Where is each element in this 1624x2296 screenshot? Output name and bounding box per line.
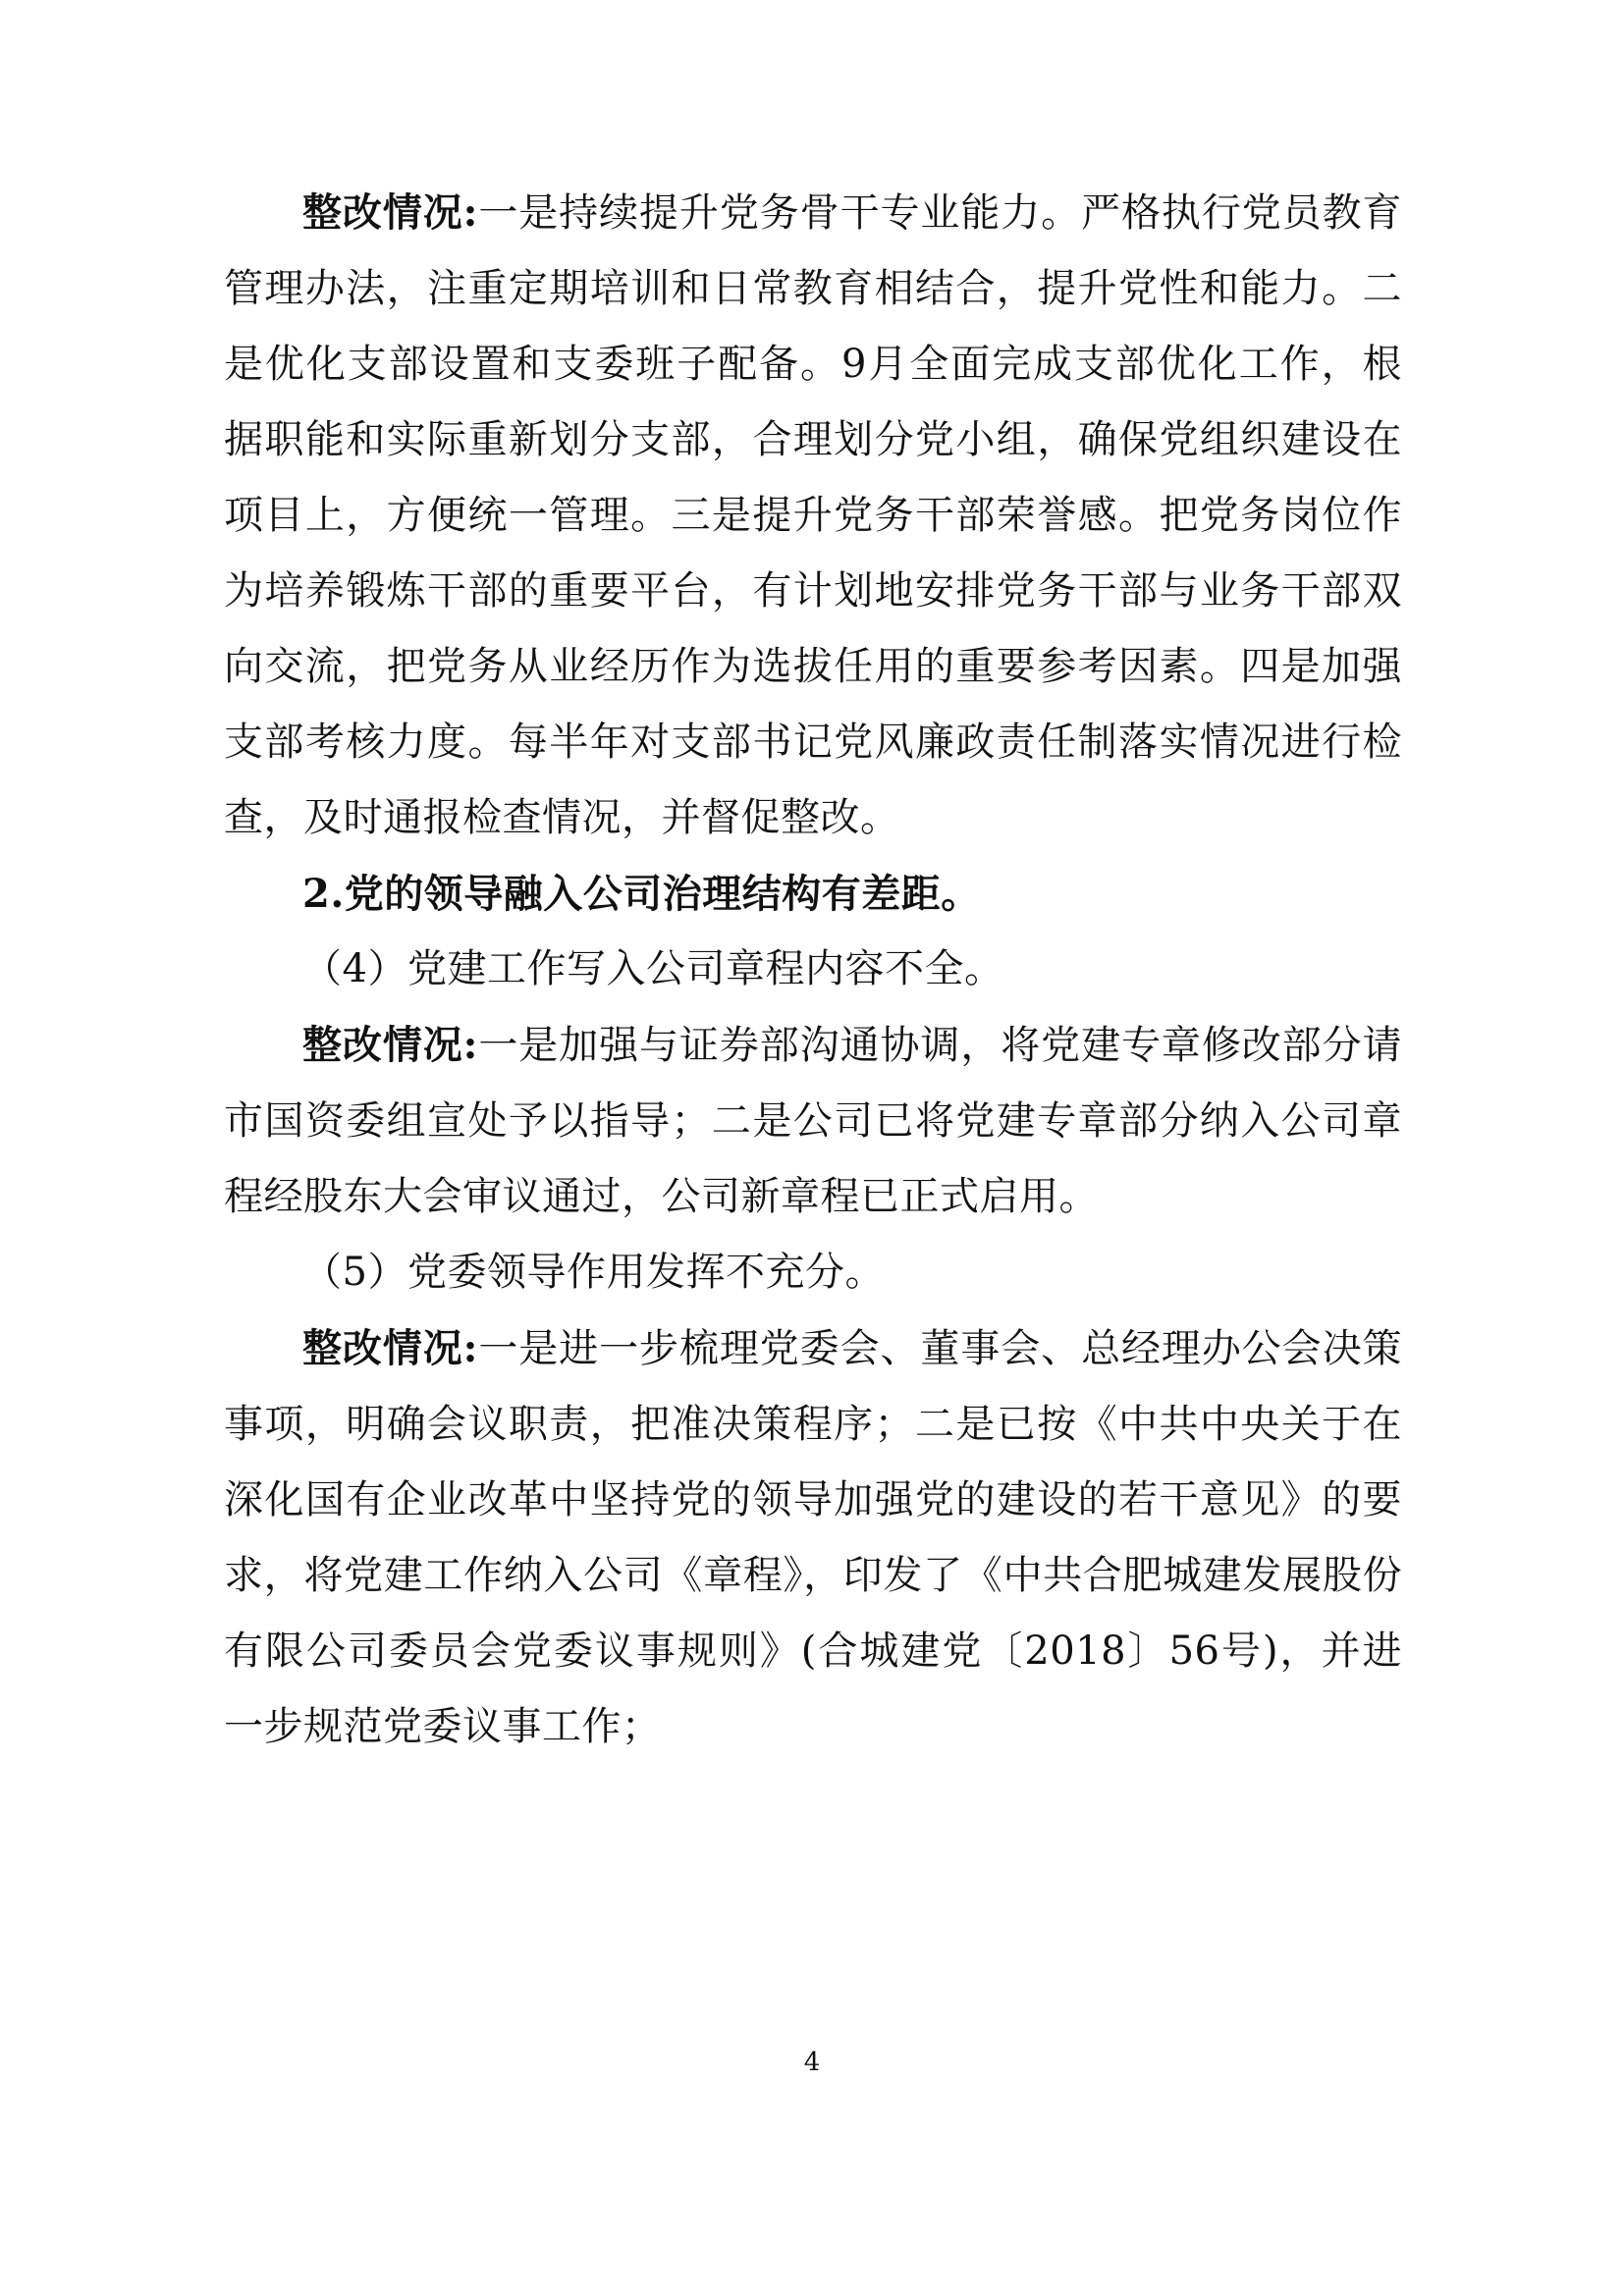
document-body	[224, 175, 1402, 1765]
paragraph-3-text: （4）党建工作写入公司章程内容不全。	[302, 946, 1004, 991]
paragraph-2-text: 2.党的领导融入公司治理结构有差距。	[302, 871, 981, 917]
paragraph-4-lead: 整改情况:	[302, 1022, 478, 1068]
paragraph-5-text: （5）党委领导作用发挥不充分。	[302, 1250, 885, 1295]
paragraph-2	[224, 856, 1402, 932]
paragraph-1-lead: 整改情况:	[302, 189, 478, 236]
paragraph-3	[224, 932, 1402, 1007]
paragraph-6	[224, 1310, 1402, 1765]
paragraph-4-text: 一是加强与证券部沟通协调，将党建专章修改部分请市国资委组宣处予以指导；二是公司已将党建专章部分纳入公司章程经股东大会审议通过，公司新章程已正式启用。	[224, 1023, 1403, 1219]
paragraph-4	[224, 1007, 1402, 1235]
page-number: 4	[803, 2048, 821, 2077]
paragraph-1-text: 一是持续提升党务骨干专业能力。严格执行党员教育管理办法，注重定期培训和日常教育相结合，提升党性和能力。二是优化支部设置和支委班子配备。9月全面完成支部优化工作，根据职能和实际重新划分支部，合理划分党小组，确保党组织建设在项目上，方便统一管理。三是提升党务干部荣誉感。把党务岗位作为培养锻炼干部的重要平台，有计划地安排党务干部与业务干部双向交流，把党务从业经历作为选拔任用的重要参考因素。四是加强支部考核力度。每半年对支部书记党风廉政责任制落实情况进行检查，及时通报检查情况，并督促整改。	[224, 190, 1403, 840]
paragraph-5	[224, 1235, 1402, 1310]
paragraph-1	[224, 175, 1402, 856]
paragraph-6-text: 一是进一步梳理党委会、董事会、总经理办公会决策事项，明确会议职责，把准决策程序；二是已按《中共中央关于在深化国有企业改革中坚持党的领导加强党的建设的若干意见》的要求，将党建工作纳入公司《章程》，印发了《中共合肥城建发展股份有限公司委员会党委议事规则》(合城建党〔2018〕56号)，并进一步规范党委议事工作；	[224, 1326, 1403, 1749]
paragraph-6-lead: 整改情况:	[302, 1325, 478, 1371]
